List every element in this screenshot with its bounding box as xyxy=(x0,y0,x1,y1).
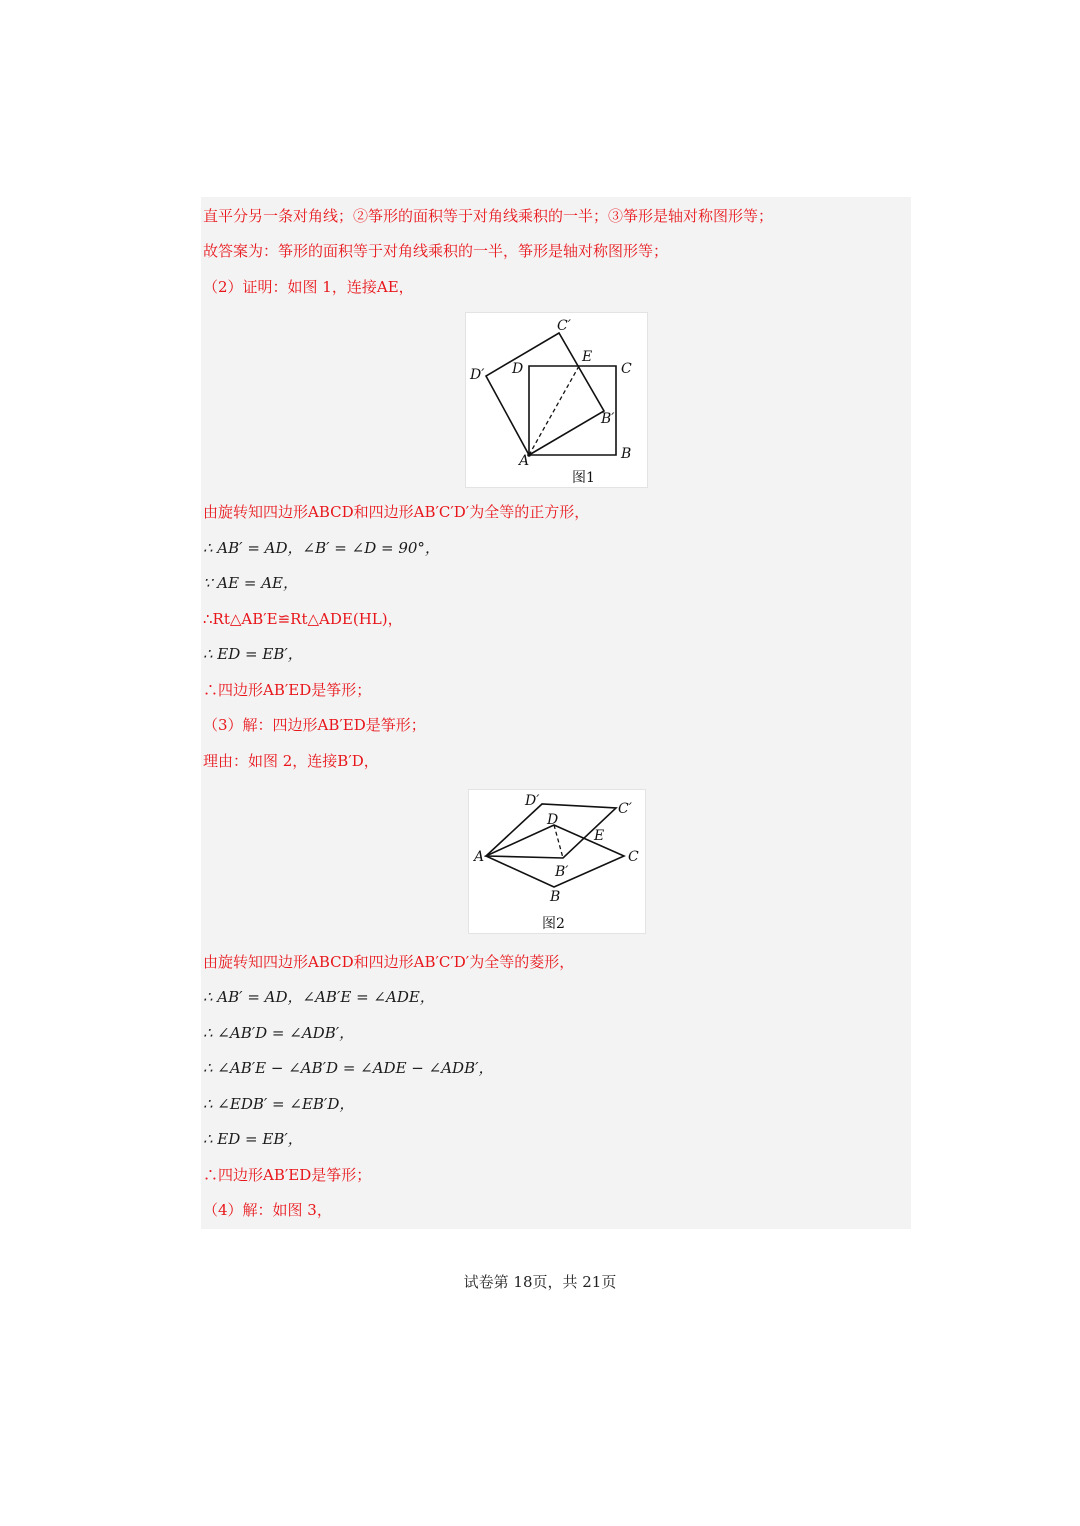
label-d: D xyxy=(512,361,524,377)
label-c-prime: C′ xyxy=(557,318,571,334)
text-line: ∴ AB′ = AD，∠B′ = ∠D = 90°， xyxy=(203,539,440,557)
text-line: （3）解：四边形AB′ED是筝形； xyxy=(203,716,426,734)
label-b: B xyxy=(550,889,561,905)
text-line: 故答案为：筝形的面积等于对角线乘积的一半，筝形是轴对称图形等； xyxy=(203,242,669,260)
text-line: ∴Rt△AB′E≌Rt△ADE(HL)， xyxy=(203,610,403,628)
label-e: E xyxy=(582,349,593,365)
text-line: ∵ AE = AE， xyxy=(203,574,298,592)
label-a: A xyxy=(519,453,530,469)
text-line: ∴四边形AB′ED是筝形； xyxy=(203,1166,372,1184)
label-e: E xyxy=(594,828,605,844)
text-line: （4）解：如图 3， xyxy=(203,1201,332,1219)
page-footer: 试卷第 18页，共 21页 xyxy=(463,1273,617,1291)
text-line: ∴ ED = EB′， xyxy=(203,645,303,663)
text-line: 理由：如图 2，连接B′D， xyxy=(203,752,379,770)
label-d: D xyxy=(547,812,559,828)
label-c-prime: C′ xyxy=(618,801,632,817)
text-line: 由旋转知四边形ABCD和四边形AB′C′D′为全等的正方形， xyxy=(203,503,590,521)
label-b-prime: B′ xyxy=(601,411,615,427)
label-b-prime: B′ xyxy=(555,864,569,880)
label-d-prime: D′ xyxy=(470,367,485,383)
figure-1 xyxy=(465,312,648,488)
label-b: B xyxy=(621,446,632,462)
text-line: （2）证明：如图 1，连接AE， xyxy=(203,278,414,296)
text-line: ∴ ∠AB′E − ∠AB′D = ∠ADE − ∠ADB′， xyxy=(203,1059,494,1077)
figure-2 xyxy=(468,789,646,934)
text-line: ∴ ∠EDB′ = ∠EB′D， xyxy=(203,1095,355,1113)
label-a: A xyxy=(474,849,485,865)
label-c: C xyxy=(621,361,632,377)
text-line: ∴ AB′ = AD，∠AB′E = ∠ADE， xyxy=(203,988,435,1006)
text-line: ∴ ∠AB′D = ∠ADB′， xyxy=(203,1024,355,1042)
text-line: ∴ ED = EB′， xyxy=(203,1130,303,1148)
text-line: 由旋转知四边形ABCD和四边形AB′C′D′为全等的菱形， xyxy=(203,953,575,971)
text-line: ∴四边形AB′ED是筝形； xyxy=(203,681,372,699)
label-c: C xyxy=(628,849,639,865)
figure-caption: 图2 xyxy=(542,916,565,932)
label-d-prime: D′ xyxy=(525,793,540,809)
figure-caption: 图1 xyxy=(572,470,595,486)
text-line: 直平分另一条对角线；②筝形的面积等于对角线乘积的一半；③筝形是轴对称图形等； xyxy=(203,207,774,225)
